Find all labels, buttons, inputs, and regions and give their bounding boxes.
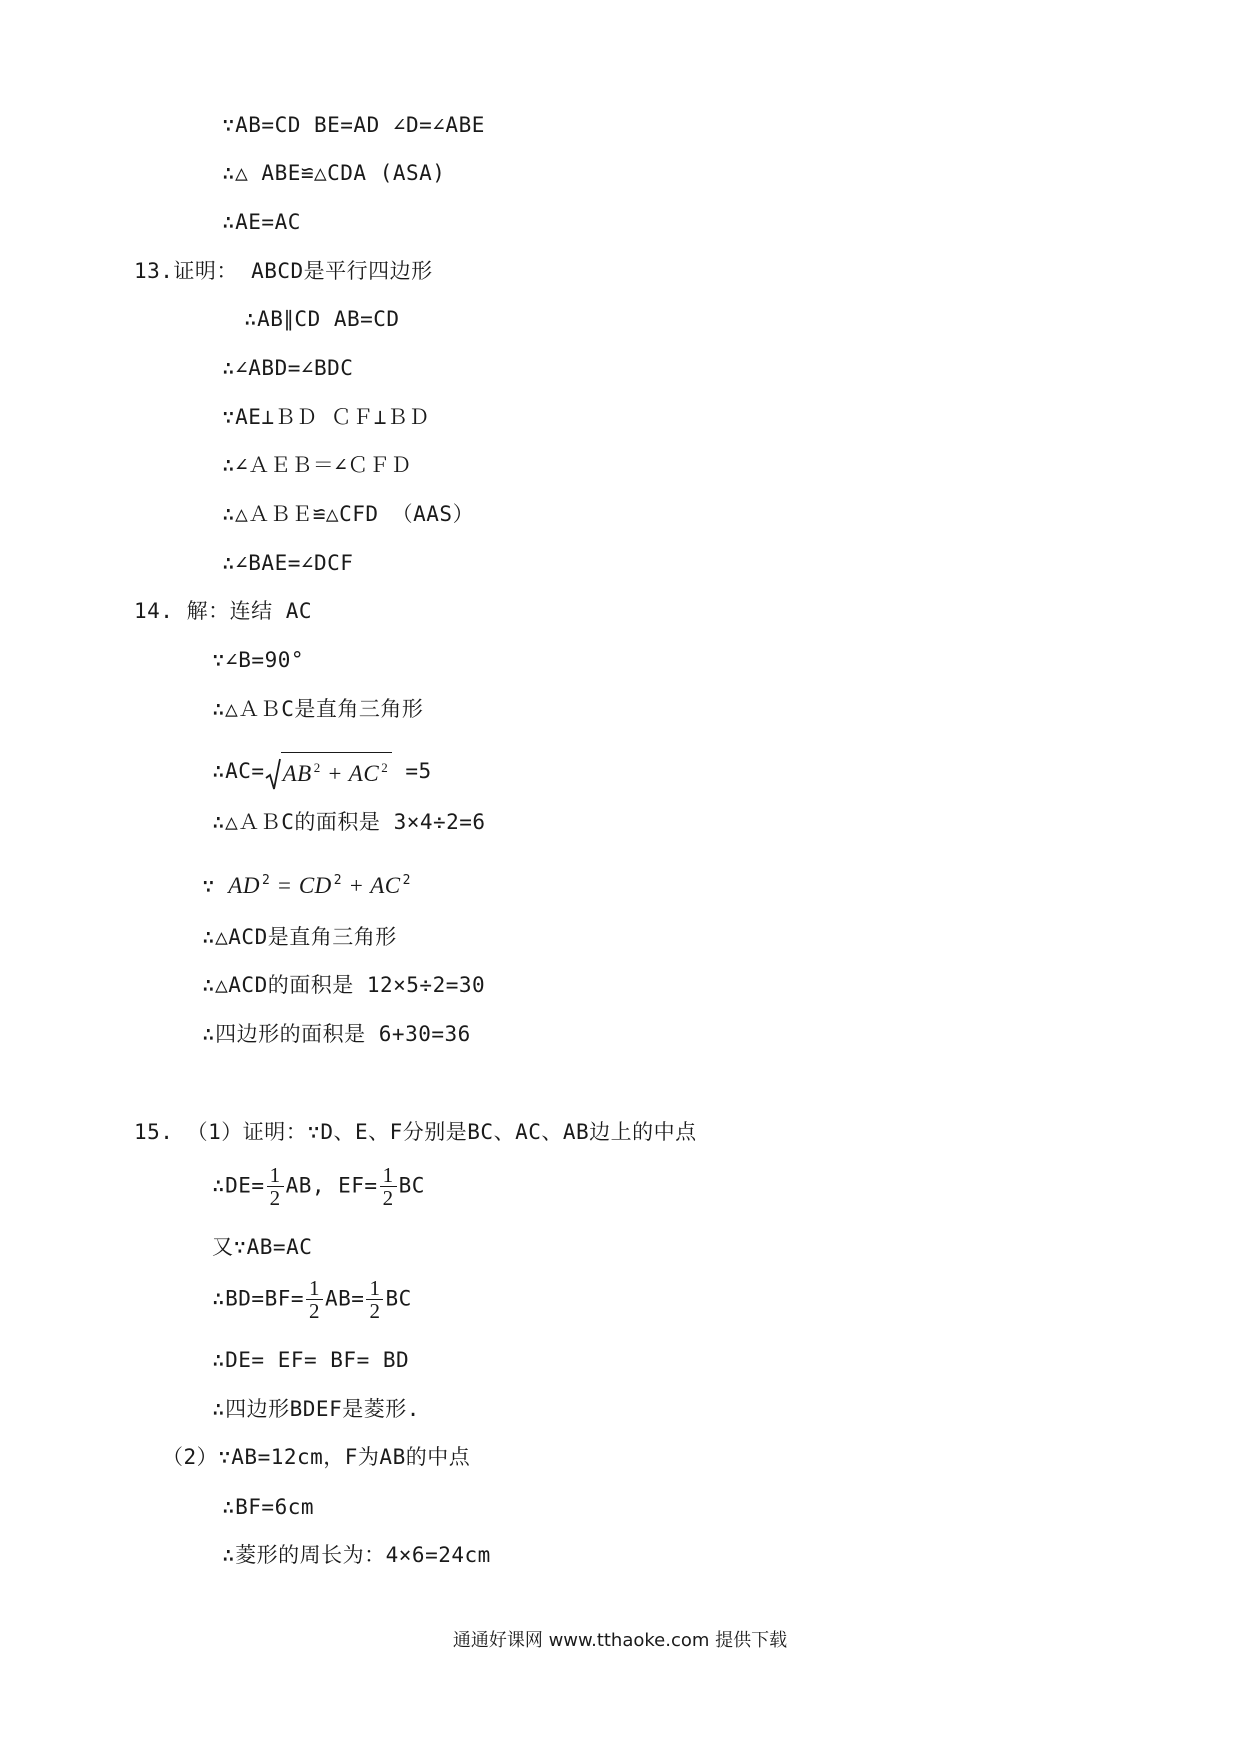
text-segment: BC bbox=[385, 1286, 412, 1311]
proof-line: ∴四边形的面积是 6+30=36 bbox=[202, 1022, 471, 1046]
question-14-heading: 14. 解：连结 AC bbox=[134, 599, 313, 623]
proof-line: ∴△ACD是直角三角形 bbox=[202, 925, 397, 949]
proof-line-sqrt bbox=[212, 752, 432, 792]
proof-line: ∴∠ＡＥＢ＝∠ＣＦＤ bbox=[222, 453, 412, 477]
radical-sign-icon bbox=[265, 758, 281, 792]
proof-line: ∴AE=AC bbox=[222, 210, 301, 234]
numerator: 1 bbox=[366, 1277, 383, 1300]
proof-line: ∵AE⊥ＢＤ ＣＦ⊥ＢＤ bbox=[222, 405, 430, 429]
text-segment: AB= bbox=[325, 1286, 365, 1311]
proof-line: ∴∠ABD=∠BDC bbox=[222, 356, 354, 380]
question-15-heading: 15. （1）证明：∵D、E、F分别是BC、AC、AB边上的中点 bbox=[134, 1120, 697, 1144]
text-segment: =5 bbox=[392, 759, 432, 783]
denominator: 2 bbox=[269, 1186, 281, 1210]
fraction bbox=[366, 1277, 383, 1322]
math-term: + AC bbox=[320, 761, 380, 786]
numerator: 1 bbox=[306, 1277, 323, 1300]
proof-line: ∴AB∥CD AB=CD bbox=[244, 307, 400, 331]
proof-line: ∴△ＡＢＥ≌△CFD （AAS） bbox=[222, 502, 475, 526]
proof-line: ∴△ ABE≌△CDA (ASA) bbox=[222, 161, 446, 185]
denominator: 2 bbox=[382, 1186, 394, 1210]
proof-line: ∵∠B=90° bbox=[212, 648, 305, 672]
math-term: + AC bbox=[342, 873, 401, 898]
math-term: AB bbox=[282, 761, 312, 786]
question-13-heading: 13.证明： ABCD是平行四边形 bbox=[134, 259, 433, 283]
exponent: 2 bbox=[261, 873, 271, 888]
proof-line: ∴∠BAE=∠DCF bbox=[222, 551, 354, 575]
math-term: AD bbox=[228, 873, 260, 898]
exponent: 2 bbox=[402, 873, 411, 888]
fraction bbox=[267, 1164, 284, 1209]
text-segment: ∴BD=BF= bbox=[212, 1286, 305, 1311]
proof-line: ∴BF=6cm bbox=[222, 1495, 315, 1519]
page-footer: 通通好课网 www.tthaoke.com 提供下载 bbox=[452, 1630, 788, 1651]
proof-line: ∴DE= EF= BF= BD bbox=[212, 1348, 410, 1372]
math-term: = CD bbox=[270, 873, 332, 898]
numerator: 1 bbox=[267, 1164, 284, 1187]
proof-line-fractions bbox=[212, 1277, 412, 1322]
proof-line: ∴△ＡＢC是直角三角形 bbox=[212, 697, 424, 721]
because-symbol: ∵ bbox=[202, 874, 229, 898]
proof-line: ∵AB=CD BE=AD ∠D=∠ABE bbox=[222, 113, 485, 137]
proof-line: ∴菱形的周长为：4×6=24cm bbox=[222, 1543, 491, 1567]
text-segment: AB, EF= bbox=[285, 1173, 378, 1198]
denominator: 2 bbox=[369, 1299, 381, 1323]
denominator: 2 bbox=[309, 1299, 321, 1323]
text-segment: BC bbox=[398, 1173, 425, 1198]
exponent: 2 bbox=[381, 760, 389, 775]
proof-line: 又∵AB=AC bbox=[212, 1235, 313, 1259]
proof-line-fractions bbox=[212, 1164, 425, 1209]
square-root-expression bbox=[265, 752, 393, 792]
fraction bbox=[380, 1164, 397, 1209]
exponent: 2 bbox=[313, 760, 321, 775]
fraction bbox=[306, 1277, 323, 1322]
text-segment: ∴DE= bbox=[212, 1173, 265, 1198]
radicand bbox=[281, 752, 393, 789]
proof-line: ∴△ACD的面积是 12×5÷2=30 bbox=[202, 973, 486, 997]
proof-line: （2）∵AB=12cm，F为AB的中点 bbox=[162, 1445, 471, 1469]
text-segment: ∴AC= bbox=[212, 759, 265, 783]
proof-line-equation bbox=[202, 866, 411, 901]
proof-line: ∴△ＡＢC的面积是 3×4÷2=6 bbox=[212, 810, 486, 834]
exponent: 2 bbox=[333, 873, 343, 888]
proof-line: ∴四边形BDEF是菱形. bbox=[212, 1397, 420, 1421]
numerator: 1 bbox=[380, 1164, 397, 1187]
